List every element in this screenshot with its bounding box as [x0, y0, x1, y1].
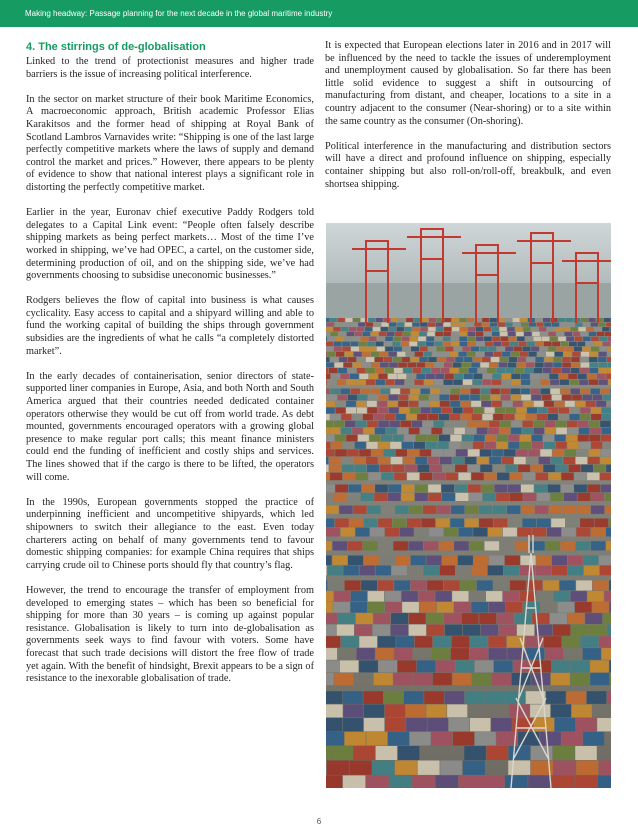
right-column	[325, 40, 611, 204]
paragraph: Political interference in the manufacturing and distribution sectors will have a direct and profound influence on shipping, especially container shipping but also roll-on/roll-off, breakbulk, and even shortsea shipping.	[325, 140, 611, 190]
paragraph: Earlier in the year, Euronav chief executive Paddy Rodgers told delegates to a Capital Link event: “People often falsely describe shipping markets as being perfect markets… Most of the time I’ve worked in shipping, we’ve had OPEC, a cartel, on the customer side, determining production of oil, and on the shipping side, we’ve had governments choosing to subsidise uneconomic businesses.”	[26, 207, 314, 282]
running-header-title: Making headway: Passage planning for the next decade in the global maritime industry	[25, 9, 333, 18]
paragraph: However, the trend to encourage the transfer of employment from developed to emerging states – which has been so beneficial for shipping for more than 30 years – is coming up against popular resistance. Globalisation is likely to turn into de-globalisation as governments seek ways to find favour with voters. Some have forecast that such trade decisions will distort the free flow of trade yet again. With the benefit of hindsight, Brexit appears to be a sign of resistance to the inexorable globalisation of trade.	[26, 584, 314, 685]
section-title: 4. The stirrings of de-globalisation	[26, 41, 206, 53]
container-port-photo	[326, 223, 611, 788]
running-header	[0, 0, 638, 27]
page-number: 6	[316, 817, 322, 826]
left-column	[26, 40, 314, 686]
paragraph: In the sector on market structure of their book Maritime Economics, A macroeconomic approach, British academic Professor Elias Karakitsos and the former head of shipping at Royal Bank of Scotland Lambros Varnavides write: “Shipping is one of the last large perfectly competitive markets where the laws of supply and demand control the market and prices.” However, there appears to be plenty of evidence to show that national interest plays a significant role in distorting the perfectly competitive market.	[26, 93, 314, 193]
paragraph: In the early decades of containerisation, senior directors of state-supported liner companies in Europe, Asia, and both North and South America argued that their countries needed dedicated container operators otherwise they would be cut off from world trade. As debt mounted, governments encouraged operators with a growing global presence to make regular port calls; this meant finance ministers could end the funding of inefficient and costly ships and services. The lines showed that if the cargo is there to be lifted, the operators will come.	[26, 370, 314, 483]
paragraph: In the 1990s, European governments stopped the practice of underpinning inefficient and uncompetitive shipyards, which led shipowners to switch their allegiance to the east. Even today charterers acting on behalf of many governments tend to favour domestic shipping companies: for example China requires that ships carrying crude oil to Chinese ports should fly that country’s flag.	[26, 496, 314, 571]
paragraph: Linked to the trend of protectionist measures and higher trade barriers is the issue of increasing political interference.	[26, 56, 314, 80]
paragraph: Rodgers believes the flow of capital into business is what causes cyclicality. Easy access to capital and a shipyard willing and able to fund the working capital of building the ships through government subsidies are the ingredients of what he calls “a completely distorted market”.	[26, 295, 314, 357]
paragraph: It is expected that European elections later in 2016 and in 2017 will be influenced by the need to tackle the issues of underemployment and unemployment caused by globalisation. So far there has been little solid evidence to suggest a shift in outsourcing of manufacturing from distant, and cheaper, locations to a site in a country adjacent to the consumer (Near-shoring) or to a site within the same country as the consumer (On-shoring).	[325, 40, 611, 127]
